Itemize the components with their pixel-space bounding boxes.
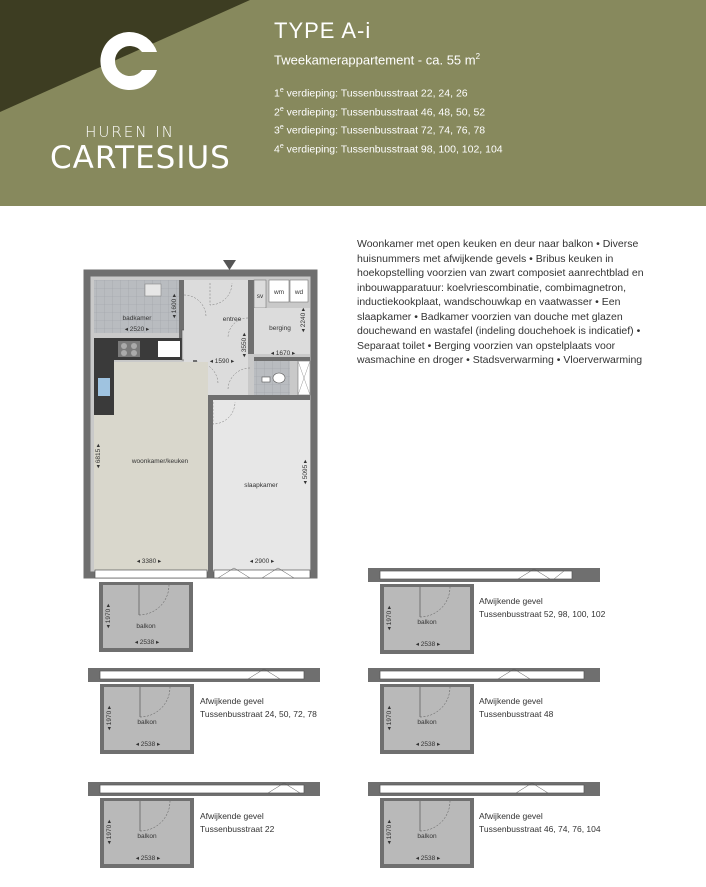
dim-3380: ◂ 3380 ▸ [136, 558, 162, 565]
logo-text-line2: CARTESIUS [50, 140, 231, 176]
variant-note-5 [479, 810, 601, 836]
dim-2520: ◂ 2520 ▸ [124, 326, 150, 333]
floor-num: 3 [274, 124, 280, 137]
dim-1970: ◂ 1970 ▸ [386, 705, 393, 731]
dim-1970: ◂ 1970 ▸ [386, 819, 393, 845]
floor-num: 2 [274, 106, 280, 118]
variant-label: Afwijkende gevel [479, 596, 543, 606]
dim-1970: ◂ 1970 ▸ [386, 605, 393, 631]
dim-6815: ◂ 6815 ▸ [95, 443, 102, 469]
variant-note-3 [479, 695, 553, 721]
dim-2538: ◂ 2538 ▸ [134, 639, 160, 646]
balcony-main [99, 582, 193, 652]
subtitle-sup: 2 [475, 52, 481, 61]
floor-text: verdieping: Tussenbusstraat 22, 24, 26 [283, 87, 468, 100]
variant-label: Afwijkende gevel [200, 811, 264, 821]
dim-2538: ◂ 2538 ▸ [415, 641, 441, 648]
floor-num: 1 [274, 87, 280, 100]
label-berging: berging [269, 325, 291, 332]
variant-note-4 [200, 810, 274, 836]
label-balkon: balkon [136, 623, 156, 630]
dim-1970: ◂ 1970 ▸ [106, 705, 113, 731]
floor-sup: e [279, 124, 284, 131]
logo-text-line1: HUREN IN [85, 123, 175, 141]
label-balkon: balkon [137, 719, 157, 726]
floor-sup: e [279, 105, 284, 113]
dim-2900: ◂ 2900 ▸ [249, 558, 275, 565]
variant-label: Afwijkende gevel [479, 696, 543, 706]
label-balkon: balkon [417, 833, 437, 840]
dim-2538: ◂ 2538 ▸ [415, 741, 441, 748]
dim-1590: ◂ 1590 ▸ [209, 358, 235, 365]
label-balkon: balkon [417, 719, 437, 726]
label-badkamer: badkamer [122, 315, 152, 322]
dim-1600: ◂ 1600 ▸ [171, 293, 178, 319]
label-woonkamer: woonkamer/keuken [131, 458, 189, 465]
floor-sup: e [279, 87, 284, 94]
entrance-arrow-icon [223, 260, 236, 270]
label-wd: wd [294, 289, 304, 296]
dim-2538: ◂ 2538 ▸ [135, 741, 161, 748]
label-balkon: balkon [137, 833, 157, 840]
variant-addresses: Tussenbusstraat 24, 50, 72, 78 [200, 709, 317, 719]
variant-note-1 [479, 595, 605, 621]
floor-text: verdieping: Tussenbusstraat 98, 100, 102, 104 [283, 143, 503, 155]
label-entree: entree [222, 316, 242, 323]
dim-2240: ◂ 2240 ▸ [300, 307, 307, 333]
dim-2538: ◂ 2538 ▸ [135, 855, 161, 862]
label-wm: wm [273, 289, 285, 296]
label-balkon: balkon [417, 619, 437, 626]
variant-addresses: Tussenbusstraat 22 [200, 824, 275, 834]
label-sv: sv [256, 293, 264, 300]
variant-addresses: Tussenbusstraat 46, 74, 76, 104 [479, 824, 601, 834]
floor-text: verdieping: Tussenbusstraat 46, 48, 50, 52 [283, 106, 486, 118]
dim-1970: ◂ 1970 ▸ [106, 819, 113, 845]
subtitle-text: Tweekamerappartement - ca. 55 m [274, 52, 476, 68]
variant-addresses: Tussenbusstraat 48 [479, 709, 554, 719]
variant-note-2 [200, 695, 317, 721]
floor-text: verdieping: Tussenbusstraat 72, 74, 76, 78 [283, 124, 486, 137]
floor-num: 4 [274, 143, 280, 155]
label-slaapkamer: slaapkamer [244, 482, 278, 489]
floor-sup: e [279, 142, 284, 150]
dim-1970: ◂ 1970 ▸ [105, 603, 112, 629]
feature-description: Woonkamer met open keuken en deur naar balkon • Diverse huisnummers met afwijkende gevels • Bribus keuken in hoekopstelling voorzien van zwart composiet aanrechtblad en inbouwapparatuur: koelvriescombinatie, combimagnetron, inductiekookplaat, wandschouwkap en vaatwasser • Een slaapkamer • Badkamer voorzien van douche met glazen douchewand en wastafel (indeling douchehoek is indicatief) • Separaat toilet • Berging voorzien van opstelplaats voor wasmachine en droger • Stadsverwarming • Vloerverwarming [357, 238, 644, 366]
variant-label: Afwijkende gevel [200, 696, 264, 706]
variant-label: Afwijkende gevel [479, 811, 543, 821]
dim-5095: ◂ 5095 ▸ [302, 459, 309, 485]
page-title: TYPE A-i [274, 18, 372, 43]
dim-3550: ◂ 3550 ▸ [241, 332, 248, 358]
dim-1670: ◂ 1670 ▸ [270, 350, 296, 357]
variant-addresses: Tussenbusstraat 52, 98, 100, 102 [479, 609, 606, 619]
dim-2538: ◂ 2538 ▸ [415, 855, 441, 862]
